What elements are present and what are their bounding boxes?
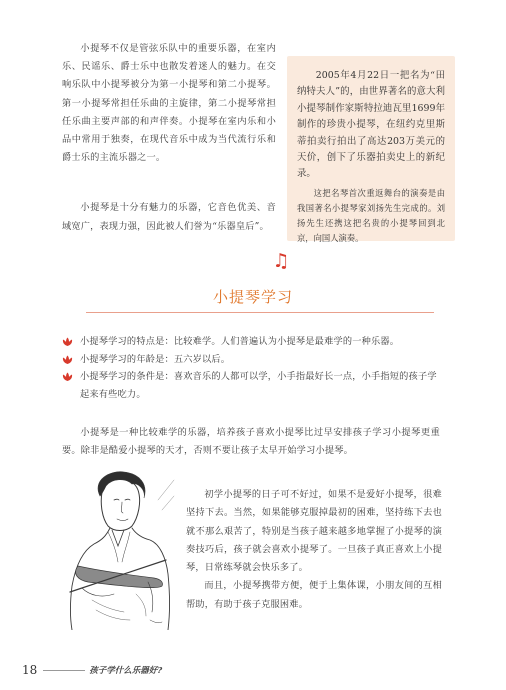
bullet-text: 小提琴学习的特点是：比较难学。人们普遍认为小提琴是最难学的一种乐器。 [80, 336, 400, 347]
red-flower-bullet-icon [62, 355, 73, 365]
music-note-icon: ♫ [272, 250, 290, 272]
series-title: 孩子学什么乐器好? [89, 666, 163, 676]
bullet-text: 小提琴学习的年龄是：五六岁以后。 [80, 353, 231, 365]
intro-paragraph-2: 小提琴是十分有魅力的乐器，它音色优美、音域宽广，表现力强，因此被人们誉为“乐器皇后”。 [62, 202, 276, 232]
body-paragraph-4a: 初学小提琴的日子可不好过，如果不是爱好小提琴，很难坚持下去。当然，如果能够克服掉最初的困难，坚持练下去也就不那么艰苦了，特别是当孩子越来越多地掌握了小提琴的演奏技巧后，孩子就会喜欢小提琴了。一旦孩子真正喜欢上小提琴，日常练琴就会快乐多了。 [186, 489, 442, 574]
bullet-item [62, 333, 442, 351]
sidebar-box [287, 56, 455, 241]
bullet-list [62, 333, 442, 403]
red-flower-bullet-icon [62, 337, 73, 347]
section-title: 小提琴学习 [212, 288, 293, 306]
body-paragraph-4 [186, 486, 442, 614]
title-divider [86, 312, 434, 313]
intro-text [62, 40, 276, 236]
body-paragraph-3: 小提琴是一种比较难学的乐器，培养孩子喜欢小提琴比过早安排孩子学习小提琴更重要。除非是酷爱小提琴的天才，否则不要让孩子太早开始学习小提琴。 [62, 427, 440, 456]
bullet-item [62, 368, 442, 403]
sidebar-body: 2005年4月22日一把名为“田纳特夫人”的，由世界著名的意大利小提琴制作家斯特拉迪瓦里1699年制作的珍贵小提琴，在纽约克里斯蒂拍卖行拍出了高达203万美元的天价，创下了乐器拍卖史上的新纪录。 [297, 70, 445, 180]
bullet-text: 小提琴学习的条件是：喜欢音乐的人都可以学，小手指最好长一点，小手指短的孩子学起来有些吃力。 [80, 371, 437, 400]
page-number: 18 [22, 663, 38, 677]
red-flower-bullet-icon [62, 372, 73, 382]
intro-paragraph-1: 小提琴不仅是管弦乐队中的重要乐器，在室内乐、民谣乐、爵士乐中也散发着迷人的魅力。在交响乐队中小提琴被分为第一小提琴和第二小提琴。第一小提琴常担任乐曲的主旋律，第二小提琴常担任乐曲主要声部的和声伴奏。小提琴在室内乐和小品中常用于独奏，在现代音乐中成为当代流行乐和爵士乐的主流乐器之一。 [62, 43, 276, 164]
violinist-portrait-sketch [62, 470, 176, 630]
body-paragraph-4b: 而且，小提琴携带方便，便于上集体课，小朋友间的互相帮助，有助于孩子克服困难。 [186, 580, 442, 610]
footer-divider [43, 670, 85, 671]
sidebar-note: 这把名琴首次重返舞台的演奏是由我国著名小提琴家刘扬先生完成的。刘扬先生还携这把名贵的小提琴回到北京，向国人演奏。 [297, 187, 445, 243]
page-footer [22, 663, 162, 677]
bullet-item [62, 351, 442, 369]
